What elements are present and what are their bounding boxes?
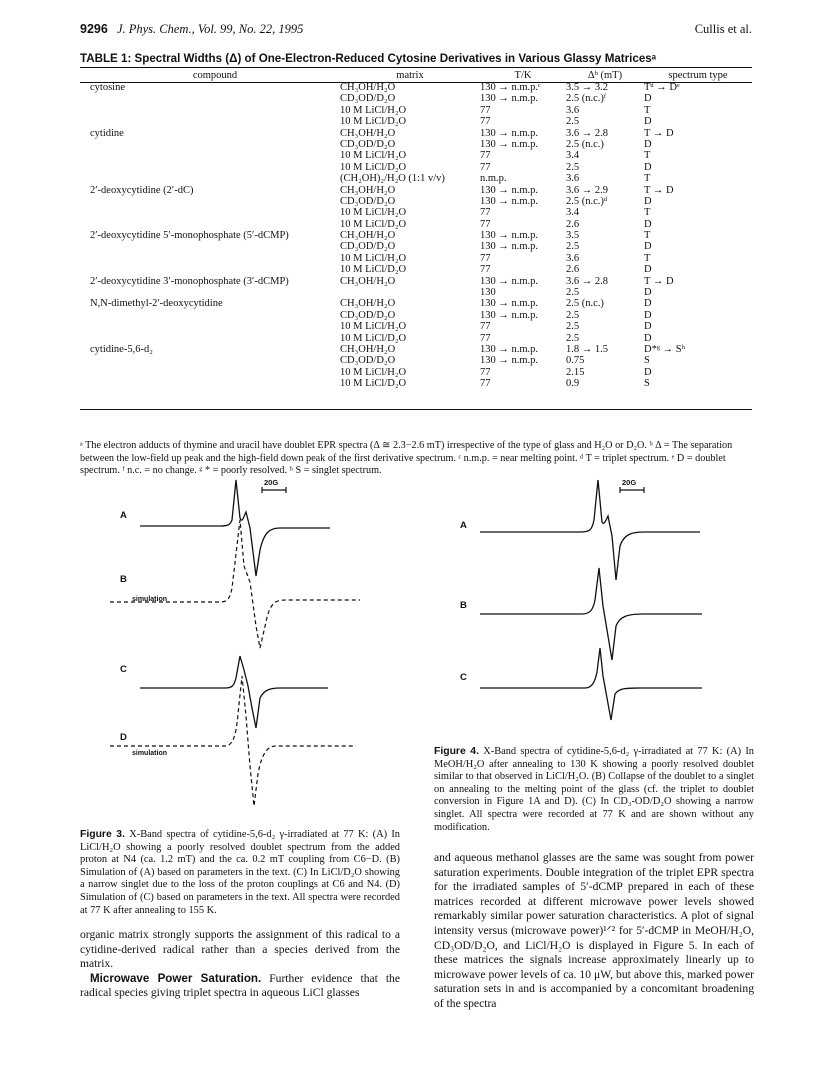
cell-compound bbox=[80, 93, 340, 104]
cell-matrix: CD₃OD/D₂O bbox=[340, 195, 396, 207]
col-header-compound: compound bbox=[192, 70, 238, 81]
body-paragraph: organic matrix strongly supports the assignment of this radical to a cytidine-derived radical rather than a species derived from the matrix. bbox=[80, 928, 400, 971]
cell-width: 3.6 bbox=[566, 104, 580, 116]
cell-width: 2.6 bbox=[566, 218, 580, 230]
table-row bbox=[80, 82, 752, 93]
cell-spectrum-type: D bbox=[644, 332, 652, 344]
cell-width: 3.5 bbox=[566, 230, 580, 242]
cell-compound bbox=[80, 253, 340, 264]
table-row bbox=[80, 230, 752, 241]
table-footnote: ᵃ The electron adducts of thymine and uracil have doublet EPR spectra (Δ ≅ 2.3−2.6 mT) irrespective of the type of glass and H₂O or D₂O. ᵇ Δ = The separation between the low-field up peak and the high-field down peak of the first derivative spectrum. ᶜ n.m.p. = near melting point. ᵈ T = triplet spectrum. ᵉ D = doublet spectrum. ᶠ n.c. = no change. ᵍ * = poorly resolved. ʰ S = singlet spectrum. bbox=[80, 440, 733, 477]
table-row bbox=[80, 207, 752, 218]
cell-width: 3.6 → 2.8 bbox=[566, 275, 608, 287]
section-heading: Microwave Power Saturation. bbox=[90, 971, 262, 985]
cell-width: 2.5 bbox=[566, 116, 580, 128]
cell-width: 2.5 (n.c.)ᵈ bbox=[566, 195, 608, 207]
cell-width: 2.5 bbox=[566, 309, 580, 321]
cell-temperature: 130 → n.m.p. bbox=[480, 343, 539, 355]
cell-spectrum-type: D bbox=[644, 298, 652, 310]
cell-compound bbox=[80, 355, 340, 366]
table-row bbox=[80, 105, 752, 116]
figure-3-spectra bbox=[80, 476, 400, 826]
table-row bbox=[80, 219, 752, 230]
cell-matrix: 10 M LiCl/H₂O bbox=[340, 252, 407, 264]
cell-matrix: 10 M LiCl/H₂O bbox=[340, 321, 407, 333]
body-paragraph-text: Further evidence that the radical species giving triplet spectra in aqueous LiCl glasses bbox=[80, 971, 400, 1000]
cell-spectrum-type: T bbox=[644, 173, 651, 185]
figure-3-label-a: A bbox=[120, 510, 127, 521]
figure-3-scale-label: 20G bbox=[264, 478, 279, 487]
cell-compound: 2′-deoxycytidine 5′-monophosphate (5′-dCMP) bbox=[90, 230, 289, 242]
cell-spectrum-type: T → D bbox=[644, 127, 674, 139]
cell-temperature: 77 bbox=[480, 161, 491, 173]
cell-matrix: 10 M LiCl/H₂O bbox=[340, 366, 407, 378]
cell-compound: cytidine-5,6-d₂ bbox=[90, 343, 153, 355]
cell-matrix: CH₃OH/H₂O bbox=[340, 343, 396, 355]
table-row bbox=[80, 321, 752, 332]
cell-temperature: 130 → n.m.p. bbox=[480, 93, 539, 105]
cell-matrix: 10 M LiCl/D₂O bbox=[340, 264, 407, 276]
cell-temperature: n.m.p. bbox=[480, 173, 507, 185]
cell-temperature: 130 → n.m.p. bbox=[480, 230, 539, 242]
figure-3-caption-title: Figure 3. bbox=[80, 829, 125, 840]
page-number: 9296 bbox=[80, 22, 108, 36]
authors: Cullis et al. bbox=[694, 22, 752, 36]
cell-matrix: CH₃OH/H₂O bbox=[340, 275, 396, 287]
cell-compound bbox=[80, 219, 340, 230]
table-row bbox=[80, 196, 752, 207]
table-row bbox=[80, 139, 752, 150]
figure-4-scale-label: 20G bbox=[622, 478, 637, 487]
cell-temperature: 130 → n.m.p. bbox=[480, 195, 539, 207]
figure-4-caption-text: X-Band spectra of cytidine-5,6-d₂ γ-irradiated at 77 K: (A) In MeOH/H₂O after annealing to 130 K showing a poorly resolved doublet similar to that observed in LiCl/H₂O. (B) Collapse of the doublet to a singlet on annealing to the melting point of the glass (cf. the triplet to doublet conversion in Figure 1A and D). (C) In CD₃-OD/D₂O showing a narrow singlet. All spectra were recorded at 77 K and are shown without any modification. bbox=[434, 746, 754, 833]
cell-compound bbox=[80, 139, 340, 150]
cell-matrix: 10 M LiCl/H₂O bbox=[340, 104, 407, 116]
cell-matrix: 10 M LiCl/D₂O bbox=[340, 378, 407, 390]
cell-compound bbox=[80, 105, 340, 116]
table-row bbox=[80, 150, 752, 161]
cell-temperature: 77 bbox=[480, 218, 491, 230]
cell-width: 1.8 → 1.5 bbox=[566, 343, 608, 355]
cell-matrix: 10 M LiCl/H₂O bbox=[340, 207, 407, 219]
trace-c bbox=[480, 648, 702, 720]
table-row bbox=[80, 355, 752, 366]
cell-compound bbox=[80, 116, 340, 127]
cell-matrix: 10 M LiCl/D₂O bbox=[340, 161, 407, 173]
cell-spectrum-type: Tᵈ → Dᵉ bbox=[644, 82, 680, 93]
cell-temperature: 130 → n.m.p. bbox=[480, 127, 539, 139]
cell-matrix: CD₃OD/D₂O bbox=[340, 241, 396, 253]
table-row bbox=[80, 367, 752, 378]
cell-spectrum-type: D bbox=[644, 241, 652, 253]
cell-temperature: 130 → n.m.p.ᶜ bbox=[480, 82, 541, 93]
figure-3-simulation-label-b: simulation bbox=[132, 596, 168, 603]
cell-width: 2.5 (n.c.) bbox=[566, 298, 604, 310]
cell-matrix: CD₃OD/D₂O bbox=[340, 93, 396, 105]
cell-temperature: 77 bbox=[480, 104, 491, 116]
cell-spectrum-type: D bbox=[644, 195, 652, 207]
figure-4-caption-title: Figure 4. bbox=[434, 746, 479, 757]
body-paragraph: and aqueous methanol glasses are the same was sought from power saturation experiments. Double integration of the triplet EPR spectra for the irradiated samples of 5′-dCMP prepared in each of these matrices recorded at different microwave power levels showed remarkably similar power saturation characteristics. A plot of signal intensity versus (microwave power)¹ᐟ² for 5′-dCMP in MeOH/H₂O, CD₃OD/D₂O, and LiCl/H₂O is displayed in Figure 5. In each of these matrices the signals increase approximately linearly up to microwave power levels of ca. 10 μW, but above this, marked power saturation sets in and is accompanied by a concomitant broadening of the spectra bbox=[434, 851, 754, 1010]
cell-spectrum-type: T → D bbox=[644, 275, 674, 287]
cell-temperature: 77 bbox=[480, 378, 491, 390]
col-header-matrix: matrix bbox=[396, 70, 424, 81]
cell-compound: 2′-deoxycytidine (2′-dC) bbox=[90, 184, 194, 196]
cell-temperature: 130 → n.m.p. bbox=[480, 241, 539, 253]
figure-3-caption bbox=[80, 829, 400, 917]
cell-temperature: 130 → n.m.p. bbox=[480, 138, 539, 150]
figure-4-spectra bbox=[440, 476, 760, 746]
cell-spectrum-type: D bbox=[644, 287, 652, 299]
cell-compound bbox=[80, 264, 340, 275]
cell-temperature: 130 bbox=[480, 287, 496, 299]
figure-4-label-b: B bbox=[460, 600, 467, 611]
table-bottom-rule bbox=[80, 409, 752, 410]
cell-width: 2.5 (n.c.) bbox=[566, 138, 604, 150]
cell-spectrum-type: D bbox=[644, 309, 652, 321]
cell-temperature: 130 → n.m.p. bbox=[480, 184, 539, 196]
table-row bbox=[80, 93, 752, 104]
table-row bbox=[80, 378, 752, 389]
cell-spectrum-type: D bbox=[644, 93, 652, 105]
table-top-rule bbox=[80, 67, 752, 68]
cell-temperature: 130 → n.m.p. bbox=[480, 355, 539, 367]
cell-compound: cytosine bbox=[90, 82, 125, 93]
cell-matrix: CH₃OH/H₂O bbox=[340, 82, 396, 93]
trace-a bbox=[480, 480, 700, 580]
cell-temperature: 130 → n.m.p. bbox=[480, 298, 539, 310]
table-row bbox=[80, 116, 752, 127]
cell-spectrum-type: D bbox=[644, 161, 652, 173]
cell-width: 3.6 → 2.9 bbox=[566, 184, 608, 196]
table-row bbox=[80, 276, 752, 287]
cell-compound bbox=[80, 173, 340, 184]
cell-temperature: 77 bbox=[480, 321, 491, 333]
cell-compound bbox=[80, 310, 340, 321]
cell-matrix: CD₃OD/D₂O bbox=[340, 355, 396, 367]
cell-width: 3.6 → 2.8 bbox=[566, 127, 608, 139]
cell-compound bbox=[80, 287, 340, 298]
cell-width: 0.9 bbox=[566, 378, 580, 390]
cell-compound bbox=[80, 321, 340, 332]
cell-temperature: 77 bbox=[480, 252, 491, 264]
cell-spectrum-type: D bbox=[644, 138, 652, 150]
trace-d-simulation bbox=[110, 676, 356, 806]
cell-compound bbox=[80, 150, 340, 161]
table-row bbox=[80, 253, 752, 264]
cell-matrix bbox=[340, 287, 480, 298]
table-row bbox=[80, 185, 752, 196]
cell-compound bbox=[80, 207, 340, 218]
cell-compound: N,N-dimethyl-2′-deoxycytidine bbox=[90, 298, 223, 310]
running-header bbox=[80, 22, 752, 38]
cell-compound bbox=[80, 333, 340, 344]
cell-spectrum-type: T bbox=[644, 150, 651, 162]
figure-3-label-d: D bbox=[120, 732, 127, 743]
table-row bbox=[80, 173, 752, 184]
cell-width: 3.4 bbox=[566, 150, 580, 162]
cell-width: 0.75 bbox=[566, 355, 585, 367]
journal-citation: J. Phys. Chem., Vol. 99, No. 22, 1995 bbox=[116, 22, 304, 36]
figure-4 bbox=[440, 476, 760, 746]
trace-b-simulation bbox=[110, 520, 360, 648]
cell-spectrum-type: D bbox=[644, 366, 652, 378]
figure-4-label-c: C bbox=[460, 672, 467, 683]
cell-matrix: CD₃OD/D₂O bbox=[340, 309, 396, 321]
figure-3-caption-text: X-Band spectra of cytidine-5,6-d₂ γ-irradiated at 77 K: (A) In LiCl/H₂O showing a poorly resolved doublet spectrum from the added proton at N4 (ca. 1.2 mT) and the ca. 0.2 mT coupling from C6−D. (B) Simulation of (A) based on parameters in the text. (C) In LiCl/D₂O showing a narrow singlet due to the loss of the proton couplings at C6 and N4. (D) Simulation of (C) based on parameters in the text. All spectra were recorded at 77 K after annealing to 155 K. bbox=[80, 829, 400, 916]
cell-matrix: CH₃OH/H₂O bbox=[340, 127, 396, 139]
cell-temperature: 77 bbox=[480, 150, 491, 162]
cell-compound bbox=[80, 367, 340, 378]
cell-compound bbox=[80, 162, 340, 173]
cell-compound bbox=[80, 378, 340, 389]
table-caption: TABLE 1: Spectral Widths (Δ) of One-Electron-Reduced Cytosine Derivatives in Various Glassy Matricesᵃ bbox=[80, 52, 657, 65]
trace-b bbox=[480, 568, 702, 660]
cell-compound bbox=[80, 196, 340, 207]
figure-3-label-b: B bbox=[120, 574, 127, 585]
body-paragraph-microwave bbox=[80, 972, 400, 1001]
col-header-width: Δᵇ (mT) bbox=[587, 70, 623, 81]
cell-width: 2.5 (n.c.)ᶠ bbox=[566, 93, 607, 105]
cell-width: 3.6 bbox=[566, 252, 580, 264]
cell-spectrum-type: T bbox=[644, 207, 651, 219]
cell-width: 2.15 bbox=[566, 366, 585, 378]
cell-spectrum-type: T → D bbox=[644, 184, 674, 196]
figure-3-label-c: C bbox=[120, 664, 127, 675]
figure-4-caption bbox=[434, 746, 754, 834]
cell-spectrum-type: S bbox=[644, 378, 650, 390]
cell-temperature: 77 bbox=[480, 366, 491, 378]
cell-spectrum-type: T bbox=[644, 252, 651, 264]
spectral-widths-table bbox=[80, 69, 752, 390]
cell-width: 3.5 → 3.2 bbox=[566, 82, 608, 93]
cell-temperature: 77 bbox=[480, 332, 491, 344]
cell-width: 2.6 bbox=[566, 264, 580, 276]
cell-width: 2.5 bbox=[566, 287, 580, 299]
table-header-row bbox=[80, 69, 752, 82]
body-right-column bbox=[434, 851, 754, 1012]
cell-matrix: CH₃OH/H₂O bbox=[340, 230, 396, 242]
cell-width: 2.5 bbox=[566, 161, 580, 173]
cell-compound bbox=[80, 241, 340, 252]
cell-width: 2.5 bbox=[566, 241, 580, 253]
trace-c bbox=[140, 656, 328, 728]
cell-spectrum-type: S bbox=[644, 355, 650, 367]
cell-spectrum-type: T bbox=[644, 230, 651, 242]
cell-width: 3.4 bbox=[566, 207, 580, 219]
figure-4-label-a: A bbox=[460, 520, 467, 531]
cell-width: 2.5 bbox=[566, 332, 580, 344]
cell-matrix: CH₃OH/H₂O bbox=[340, 184, 396, 196]
cell-temperature: 130 → n.m.p. bbox=[480, 309, 539, 321]
cell-temperature: 77 bbox=[480, 116, 491, 128]
table-row bbox=[80, 298, 752, 309]
cell-temperature: 77 bbox=[480, 264, 491, 276]
body-left-column bbox=[80, 928, 400, 1001]
cell-spectrum-type: D bbox=[644, 116, 652, 128]
cell-matrix: 10 M LiCl/D₂O bbox=[340, 332, 407, 344]
cell-spectrum-type: D*ᵍ → Sʰ bbox=[644, 343, 685, 355]
col-header-spectrum-type: spectrum type bbox=[668, 70, 728, 81]
cell-compound: cytidine bbox=[90, 127, 124, 139]
table-row bbox=[80, 162, 752, 173]
table-row bbox=[80, 310, 752, 321]
table-row bbox=[80, 287, 752, 298]
cell-spectrum-type: T bbox=[644, 104, 651, 116]
table-row bbox=[80, 241, 752, 252]
cell-spectrum-type: D bbox=[644, 264, 652, 276]
cell-matrix: 10 M LiCl/D₂O bbox=[340, 116, 407, 128]
cell-compound: 2′-deoxycytidine 3′-monophosphate (3′-dCMP) bbox=[90, 275, 289, 287]
cell-matrix: 10 M LiCl/H₂O bbox=[340, 150, 407, 162]
cell-matrix: CH₃OH/H₂O bbox=[340, 298, 396, 310]
cell-temperature: 130 → n.m.p. bbox=[480, 275, 539, 287]
cell-temperature: 77 bbox=[480, 207, 491, 219]
cell-matrix: (CH₂OH)₂/H₂O (1:1 v/v) bbox=[340, 173, 445, 185]
table-row bbox=[80, 344, 752, 355]
table-row bbox=[80, 333, 752, 344]
figure-3 bbox=[80, 476, 400, 826]
cell-matrix: CD₃OD/D₂O bbox=[340, 138, 396, 150]
col-header-temperature: T/K bbox=[514, 70, 532, 81]
cell-spectrum-type: D bbox=[644, 218, 652, 230]
cell-spectrum-type: D bbox=[644, 321, 652, 333]
table-row bbox=[80, 264, 752, 275]
table-row bbox=[80, 128, 752, 139]
figure-3-simulation-label-d: simulation bbox=[132, 750, 168, 757]
cell-width: 2.5 bbox=[566, 321, 580, 333]
cell-matrix: 10 M LiCl/D₂O bbox=[340, 218, 407, 230]
cell-width: 3.6 bbox=[566, 173, 580, 185]
